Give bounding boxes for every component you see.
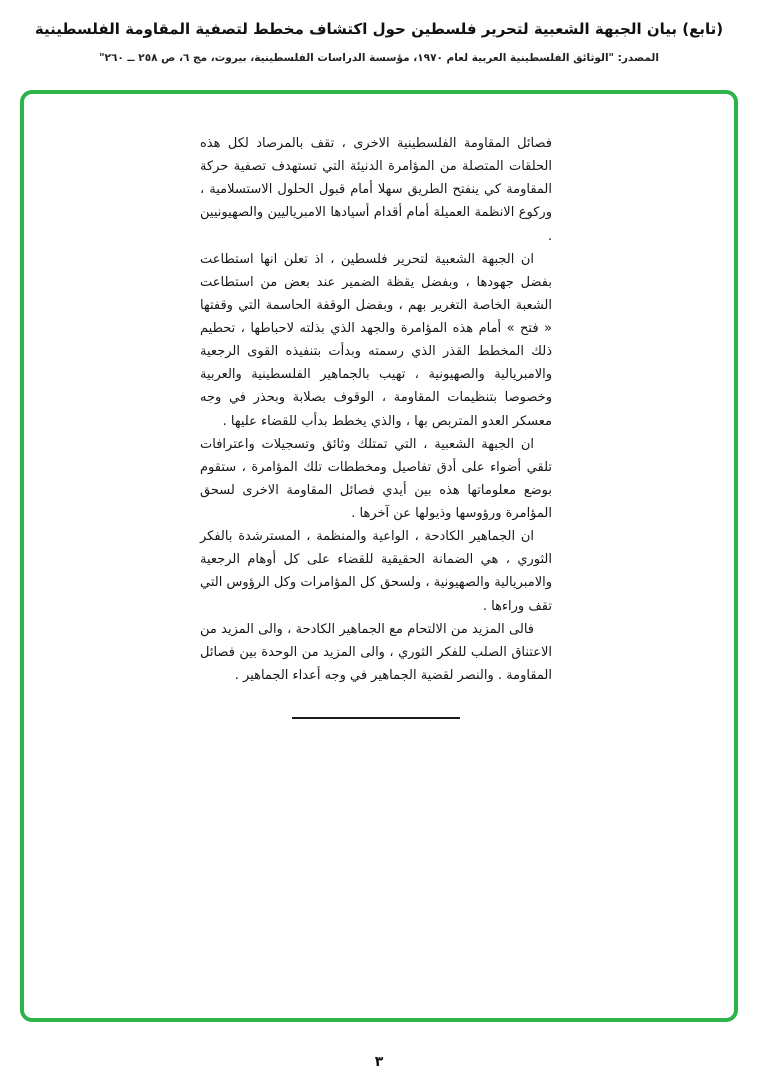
document-title: (تابع) بيان الجبهة الشعبية لتحرير فلسطين حول اكتشاف مخطط لتصفية المقاومة الفلسطينية — [34, 20, 724, 38]
paragraph: ان الجماهير الكادحة ، الواعية والمنظمة ، المسترشدة بالفكر الثوري ، هي الضمانة الحقيقية للقضاء على كل أوهام الرجعية والامبريالية والصهيونية ، ولسحق كل المؤامرات وكل الرؤوس التي تقف وراءها . — [200, 529, 552, 614]
green-border-frame — [20, 90, 738, 1022]
paragraph: ان الجبهة الشعبية ، التي تمتلك وثائق وتسجيلات واعترافات تلقي أضواء على أدق تفاصيل ومخططات تلك المؤامرة ، ستقوم بوضع معلوماتها هذه بين أيدي فصائل المقاومة الاخرى لسحق المؤامرة ورؤوسها وذيولها عن آخرها . — [200, 436, 552, 521]
paragraph: فصائل المقاومة الفلسطينية الاخرى ، تقف بالمرصاد لكل هذه الحلقات المتصلة من المؤامرة الدنيئة التي تستهدف تصفية حركة المقاومة كي ينفتح الطريق سهلا أمام قبول الحلول الاستسلامية ، وركوع الانظمة العميلة أمام أقدام أسيادها الامبرياليين والصهيونيين . — [200, 136, 552, 244]
body-text-column — [200, 132, 552, 719]
document-source-line: المصدر: "الوثائق الفلسطينية العربية لعام ١٩٧٠، مؤسسة الدراسات الفلسطينية، بيروت، مج ٦، ص ٢٥٨ ــ ٢٦٠" — [99, 52, 659, 64]
paragraph: فالى المزيد من الالتحام مع الجماهير الكادحة ، والى المزيد من الاعتناق الصلب للفكر الثوري ، والى المزيد من الوحدة بين فصائل المقاومة . والنصر لقضية الجماهير في وجه أعداء الجماهير . — [200, 621, 552, 683]
end-divider — [292, 717, 460, 719]
paragraph: ان الجبهة الشعبية لتحرير فلسطين ، اذ تعلن انها استطاعت بفضل جهودها ، وبفضل يقظة الضمير عند بعض من استطاعت الشعبة الخاصة التغرير بهم ، وبفضل الوقفة الحاسمة التي وقفتها « فتح » أمام هذه المؤامرة والجهد الذي بذلته لاحباطها ، تحطيم ذلك المخطط القذر الذي رسمته وبدأت بتنفيذه القوى الرجعية والامبريالية والصهيونية ، تهيب بالجماهير الفلسطينية والعربية وخصوصا بتنظيمات المقاومة ، الوقوف بصلابة وبحذر في وجه معسكر العدو المتربص بها ، والذي يخطط بدأب للقضاء عليها . — [200, 251, 552, 429]
page-number: ٣ — [374, 1054, 384, 1070]
